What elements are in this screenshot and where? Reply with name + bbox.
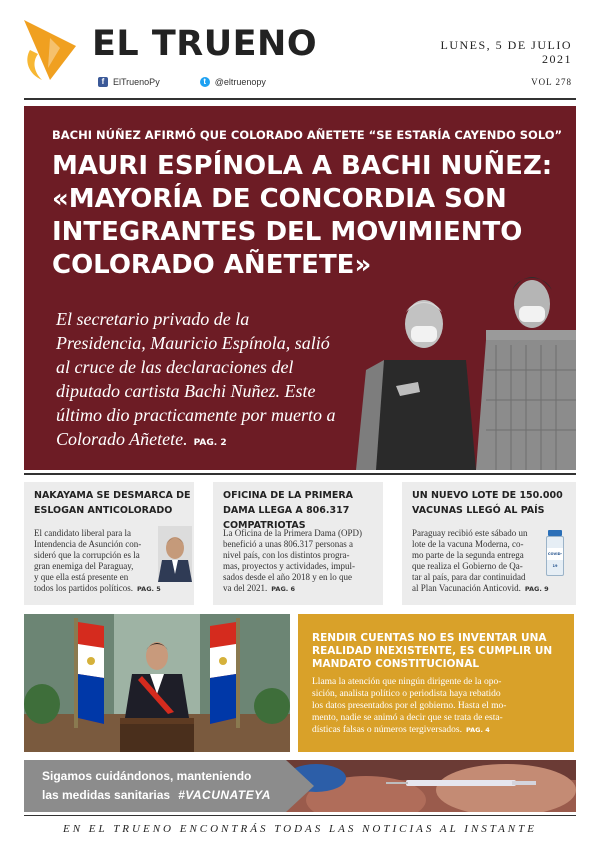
news-column-nakayama[interactable] bbox=[24, 482, 194, 605]
twitter-handle: @eltruenopy bbox=[214, 77, 266, 87]
vaccine-vial bbox=[544, 530, 566, 576]
vaccination-banner[interactable] bbox=[24, 760, 576, 812]
column-body bbox=[34, 528, 161, 595]
column-line: mo parte de la segunda entrega bbox=[412, 550, 524, 560]
feature-body bbox=[312, 676, 568, 736]
news-column-opd[interactable] bbox=[213, 482, 383, 605]
date-year: 2021 bbox=[542, 52, 572, 66]
footer-divider bbox=[24, 815, 576, 816]
president-photo bbox=[24, 614, 290, 752]
banner-line2 bbox=[42, 786, 271, 805]
header-divider bbox=[24, 98, 576, 100]
hero-lead bbox=[56, 307, 336, 455]
hero-lead-text: El secretario privado de la Presidencia, Mauricio Espínola, salió al cruce de las declaraciones del diputado cartista Bachi Nuñez. Este último dio practicamente por muerto a Colorado Añetete. bbox=[56, 309, 336, 449]
column-title[interactable]: NAKAYAMA SE DESMARCA DE ESLOGAN ANTICOLORADO bbox=[34, 490, 191, 516]
column-line bbox=[223, 583, 362, 595]
column-line-text: al Plan Vacunación Anticovid. bbox=[412, 583, 521, 593]
feature-line bbox=[312, 724, 568, 736]
facebook-icon: f bbox=[98, 77, 108, 87]
hero-divider bbox=[24, 473, 576, 475]
news-column-vacunas[interactable] bbox=[402, 482, 576, 605]
vaccination-photo bbox=[276, 760, 576, 812]
page-ref: PAG. 5 bbox=[137, 585, 161, 593]
column-line-text: todos los partidos políticos. bbox=[34, 583, 133, 593]
feature-line: mento, nadie se animó a decir que se trata de esta- bbox=[312, 713, 503, 723]
banner-hashtag[interactable]: #VACUNATEYA bbox=[178, 788, 271, 802]
issue-date bbox=[441, 38, 573, 66]
brand-title: EL TRUENO bbox=[92, 24, 318, 64]
page-ref: PAG. 4 bbox=[465, 726, 490, 734]
column-line: mas, proyectos y actividades, impul- bbox=[223, 561, 355, 571]
hero-photo bbox=[356, 260, 576, 470]
banner-text bbox=[42, 767, 271, 805]
facebook-handle: ElTruenoPy bbox=[113, 77, 160, 87]
twitter-link[interactable] bbox=[200, 77, 266, 87]
column-line: Paraguay recibió este sábado un bbox=[412, 528, 528, 538]
date-weekday: LUNES, 5 DE JULIO bbox=[440, 38, 572, 52]
feature-title[interactable]: RENDIR CUENTAS NO ES INVENTAR UNA REALIDAD INEXISTENTE, ES CUMPLIR UN MANDATO CONSTITUCIONAL bbox=[312, 632, 553, 670]
flag-left bbox=[74, 618, 104, 728]
banner-line1: Sigamos cuidándonos, manteniendo bbox=[42, 769, 252, 783]
column-line: gran enemiga del Paraguay, bbox=[34, 561, 134, 571]
column-line: lote de la vacuna Moderna, co- bbox=[412, 539, 524, 549]
lightning-logo bbox=[20, 16, 82, 84]
feature-story[interactable] bbox=[298, 614, 574, 752]
column-line bbox=[34, 583, 161, 595]
president-scene bbox=[24, 614, 290, 752]
hero-page-ref: PAG. 2 bbox=[193, 438, 227, 448]
issue-volume: VOL 278 bbox=[531, 77, 572, 87]
column-line-text: va del 2021. bbox=[223, 583, 268, 593]
feature-line: los datos presentados por el gobierno. Hasta el mo- bbox=[312, 701, 507, 711]
feature-line: sición, analista político o periodista haya rebatido bbox=[312, 689, 501, 699]
masthead bbox=[0, 0, 600, 100]
hero-kicker: BACHI NÚÑEZ AFIRMÓ QUE COLORADO AÑETETE “SE ESTARÍA CAYENDO SOLO” bbox=[52, 128, 563, 142]
column-line: nivel país, con los distintos progra- bbox=[223, 550, 350, 560]
footer-tagline: EN EL TRUENO ENCONTRÁS TODAS LAS NOTICIAS AL INSTANTE bbox=[63, 823, 537, 835]
column-title[interactable]: UN NUEVO LOTE DE 150.000 VACUNAS LLEGÓ AL PAÍS bbox=[412, 490, 563, 516]
hero-headline[interactable]: MAURI ESPÍNOLA A BACHI NUÑEZ: «MAYORÍA DE CONCORDIA SON INTEGRANTES DEL MOVIMIENTO COLORADO AÑETETE» bbox=[52, 151, 553, 280]
feature-line: Llama la atención que ningún dirigente de la opo- bbox=[312, 677, 502, 687]
page-ref: PAG. 9 bbox=[524, 585, 549, 593]
twitter-icon: t bbox=[200, 77, 210, 87]
column-line bbox=[412, 583, 549, 595]
column-body bbox=[412, 528, 549, 595]
column-line: sideró que la corrupción es la bbox=[34, 550, 140, 560]
nakayama-portrait bbox=[158, 526, 192, 582]
column-line: El candidato liberal para la bbox=[34, 528, 131, 538]
feature-line-text: dísticas falsas o números tergiversados. bbox=[312, 725, 462, 735]
column-line: Intendencia de Asunción con- bbox=[34, 539, 142, 549]
page-ref: PAG. 6 bbox=[271, 585, 296, 593]
column-title[interactable]: OFICINA DE LA PRIMERA DAMA LLEGA A 806.317 COMPATRIOTAS bbox=[223, 490, 354, 531]
column-line: que realiza el Gobierno de Qa- bbox=[412, 561, 523, 571]
column-line: sados desde el año 2018 y en lo que bbox=[223, 572, 352, 582]
column-line: tar al país, para dar continuidad bbox=[412, 572, 526, 582]
column-line: y que ella está presente en bbox=[34, 572, 129, 582]
column-line: La Oficina de la Primera Dama (OPD) bbox=[223, 528, 362, 538]
facebook-link[interactable] bbox=[98, 77, 160, 87]
social-links bbox=[98, 77, 266, 87]
flag-right bbox=[210, 618, 240, 728]
column-body bbox=[223, 528, 362, 595]
hero-story[interactable] bbox=[24, 106, 576, 470]
banner-line2-text: las medidas sanitarias bbox=[42, 788, 171, 802]
vial-label: COVID-19 bbox=[547, 548, 563, 560]
column-line: benefició a unas 806.317 personas a bbox=[223, 539, 353, 549]
